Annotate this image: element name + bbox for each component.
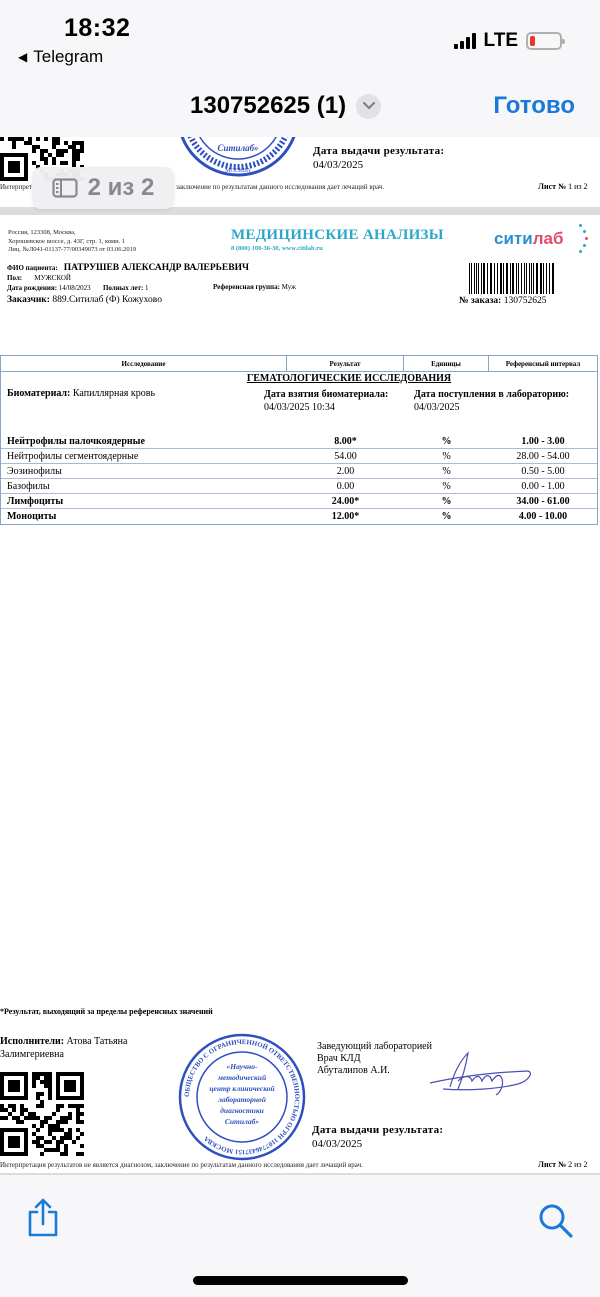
- svg-text:центр клинической: центр клинической: [209, 1084, 275, 1093]
- document-title-menu[interactable]: [190, 92, 381, 120]
- footer-note: Интерпретация результатов не является диагнозом, заключение по результатам данного исследования дает лечащий врач.: [0, 1161, 363, 1169]
- table-row: Эозинофилы 2.00 % 0.50 - 5.00: [1, 464, 597, 479]
- document-viewer[interactable]: [0, 137, 600, 1175]
- stamp-icon: [178, 1033, 306, 1161]
- barcode-icon: [469, 263, 554, 294]
- status-time: 18:32: [64, 14, 131, 42]
- bottom-toolbar: [0, 1175, 600, 1297]
- qr-code-icon: [0, 1072, 84, 1156]
- patient-info: ФИО пациента: ПАТРУШЕВ АЛЕКСАНДР ВАЛЕРЬЕВИЧ Пол: МУЖСКОЙ Дата рождения: 14/08/2023 Полных лет: 1: [7, 263, 249, 292]
- table-row: Нейтрофилы палочкоядерные 8.00* % 1.00 - 3.00: [1, 434, 597, 449]
- footer-note: заключение по результатам данного исследования дает лечащий врач.: [176, 183, 385, 191]
- issue-date: 04/03/2025: [313, 159, 364, 171]
- page-2: [0, 215, 600, 1173]
- issue-date-label: Дата выдачи результата:: [312, 1124, 444, 1136]
- patient-name: ПАТРУШЕВ АЛЕКСАНДР ВАЛЕРЬЕВИЧ: [63, 263, 249, 273]
- chevron-down-icon[interactable]: [356, 94, 381, 119]
- svg-text:лабораторной: лабораторной: [218, 1095, 266, 1104]
- status-indicators: [454, 30, 562, 52]
- svg-text:МОСКВА: МОСКВА: [225, 168, 251, 174]
- head-of-lab: Заведующий лабораторией Врач КЛД Абуталипов А.И.: [317, 1041, 432, 1076]
- document-title: 130752625 (1): [190, 92, 347, 119]
- order-number: № заказа: 130752625: [459, 296, 547, 306]
- svg-text:«Научно-: «Научно-: [226, 1062, 258, 1071]
- share-icon[interactable]: [26, 1197, 60, 1239]
- sheet-number: Лист № 2 из 2: [538, 1160, 588, 1169]
- patient-dob: 14/08/2023: [58, 284, 91, 292]
- reference-group: Референсная группа: Муж: [213, 283, 296, 291]
- signature: [428, 1051, 536, 1096]
- table-row: Моноциты 12.00* % 4.00 - 10.00: [7, 511, 568, 522]
- svg-text:методический: методический: [217, 1073, 267, 1082]
- brand-contacts: 8 (800) 100-36-30, www.citilab.ru: [231, 245, 323, 252]
- out-of-range-note: *Результат, выходящий за пределы референсных значений: [0, 1007, 213, 1016]
- back-app-label: Telegram: [33, 47, 104, 66]
- col-test: Исследование: [1, 356, 287, 371]
- status-bar: [0, 0, 600, 75]
- home-indicator[interactable]: [193, 1276, 408, 1285]
- patient-sex: МУЖСКОЙ: [34, 274, 71, 282]
- footer-note-start: Интерпрет: [0, 183, 32, 191]
- svg-text:диагностики: диагностики: [220, 1106, 264, 1115]
- logo-dots-icon: [574, 224, 588, 254]
- signal-icon: [454, 33, 476, 49]
- page-indicator: [32, 167, 174, 209]
- svg-text:Ситилаб»: Ситилаб»: [224, 1117, 260, 1126]
- table-row: Лимфоциты 24.00* % 34.00 - 61.00: [1, 494, 597, 509]
- page-thumbnails-icon: [52, 178, 78, 198]
- table-header: [1, 356, 597, 372]
- table-body: [1, 434, 597, 524]
- col-result: Результат: [287, 356, 404, 371]
- issue-date-label: Дата выдачи результата:: [313, 145, 445, 157]
- issue-date: 04/03/2025: [312, 1138, 363, 1150]
- col-reference: Референсный интервал: [505, 359, 581, 368]
- brand-title: МЕДИЦИНСКИЕ АНАЛИЗЫ: [231, 227, 444, 243]
- citilab-logo: ситилаб: [494, 229, 564, 248]
- patient-age: 1: [145, 284, 149, 292]
- table-row: Нейтрофилы сегментоядерные 54.00 % 28.00 - 54.00: [1, 449, 597, 464]
- customer: Заказчик: 889.Ситилаб (Ф) Кожухово: [7, 295, 162, 305]
- col-units: Единицы: [404, 356, 489, 371]
- battery-icon: [526, 32, 562, 50]
- search-icon[interactable]: [538, 1203, 574, 1239]
- table-row: Базофилы 0.00 % 0.00 - 1.00: [1, 479, 597, 494]
- back-triangle-icon: ◀: [18, 50, 28, 64]
- svg-text:Ситилаб»: Ситилаб»: [217, 143, 259, 153]
- biomaterial-info: Биоматериал: Капиллярная кровь Дата взятия биоматериала: 04/03/2025 10:34 Дата поступления в лабораторию: 04/03/2025: [7, 388, 570, 413]
- network-type: LTE: [483, 30, 518, 51]
- nav-bar: [0, 75, 600, 137]
- results-table: [0, 355, 598, 525]
- svg-text:ОБЩЕСТВО С ОГРАНИЧЕННОЙ ОТВЕТС: ОБЩЕСТВО С ОГРАНИЧЕННОЙ ОТВЕТСТВЕННОСТЬЮ ОГРН 1107746437151 МОСКВА: [183, 1038, 301, 1156]
- back-to-telegram[interactable]: [18, 47, 103, 67]
- page-indicator-text: 2 из 2: [87, 174, 155, 201]
- section-title: ГЕМАТОЛОГИЧЕСКИЕ ИССЛЕДОВАНИЯ: [246, 373, 452, 384]
- done-button[interactable]: Готово: [493, 92, 575, 119]
- performers: Исполнители: Атова Татьяна Залимгериевна: [0, 1036, 128, 1060]
- stamp-icon: [174, 137, 302, 179]
- lab-address: Россия, 123308, Москва, Хорошевское шоссе, д. 43Г, стр. 1, комн. 1 Лиц. №Л041-01137-77/00349073 от 03.06.2019: [8, 229, 137, 253]
- sheet-number: Лист № 1 из 2: [538, 182, 588, 191]
